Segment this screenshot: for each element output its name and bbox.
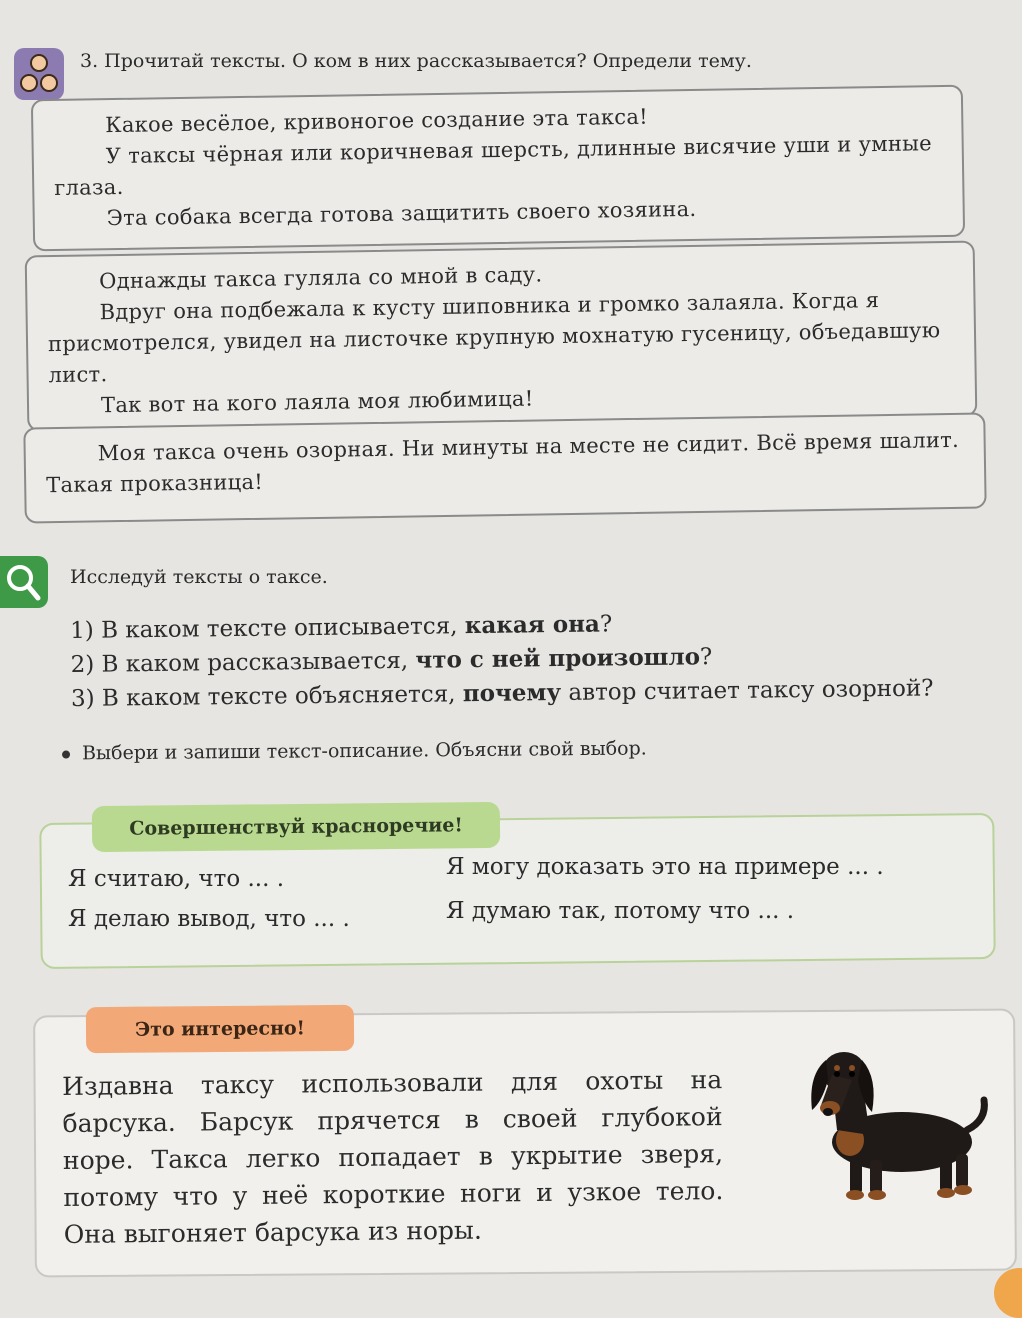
children-icon xyxy=(14,48,64,100)
bullet-icon xyxy=(62,750,70,758)
task-title: 3. Прочитай тексты. О ком в них рассказывается? Определи тему. xyxy=(80,50,752,72)
question-2: 2) В каком рассказывается, что с ней произошло? xyxy=(70,643,713,678)
text-line: У таксы чёрная или коричневая шерсть, длинные висячие уши и умные глаза. xyxy=(54,131,933,200)
bullet-task: Выбери и запиши текст-описание. Объясни свой выбор. xyxy=(62,737,647,764)
text-line: Моя такса очень озорная. Ни минуты на месте не сидит. Всё время шалит. Такая проказница! xyxy=(46,427,960,498)
phrase: Я думаю так, потому что ... . xyxy=(446,898,795,924)
text-line: барсука. Барсук прячется в своей глубокой xyxy=(62,1102,723,1138)
eloquence-title: Совершенствуй красноречие! xyxy=(92,802,500,852)
text-line: Однажды такса гуляла со мной в саду. xyxy=(98,262,543,294)
text-box-reasoning xyxy=(23,412,986,523)
page-corner-decoration xyxy=(994,1268,1022,1318)
text-line: Какое весёлое, кривоногое создание эта такса! xyxy=(105,104,649,138)
phrase: Я делаю вывод, что ... . xyxy=(68,906,350,932)
question-list xyxy=(70,603,934,716)
dachshund-image xyxy=(792,1030,992,1220)
text-line: норе. Такса легко попадает в укрытие зверя, xyxy=(62,1139,724,1175)
text-line: потому что у неё короткие ноги и узкое тело. xyxy=(63,1176,724,1212)
text-box-narrative xyxy=(25,241,978,432)
phrase: Я могу доказать это на примере ... . xyxy=(446,854,884,880)
research-title: Исследуй тексты о таксе. xyxy=(70,566,328,588)
text-line: Так вот на кого лаяла моя любимица! xyxy=(100,386,534,418)
magnifier-icon xyxy=(0,556,48,608)
text-line: Вдруг она подбежала к кусту шиповника и громко залаяла. Когда я присмотрелся, увидел на листочке крупную мохнатую гусеницу, объедавшую лист. xyxy=(47,288,941,388)
text-line: Эта собака всегда готова защитить своего хозяина. xyxy=(106,196,697,231)
text-line: Она выгоняет барсука из норы. xyxy=(63,1215,482,1249)
text-line: Издавна таксу использовали для охоты на xyxy=(62,1065,723,1101)
interesting-text xyxy=(62,1061,724,1253)
question-3: 3) В каком тексте объясняется, почему автор считает таксу озорной? xyxy=(70,675,934,712)
phrase: Я считаю, что ... . xyxy=(68,866,285,892)
interesting-title: Это интересно! xyxy=(86,1005,354,1053)
question-1: 1) В каком тексте описывается, какая она? xyxy=(70,610,613,644)
text-box-description xyxy=(31,85,965,252)
